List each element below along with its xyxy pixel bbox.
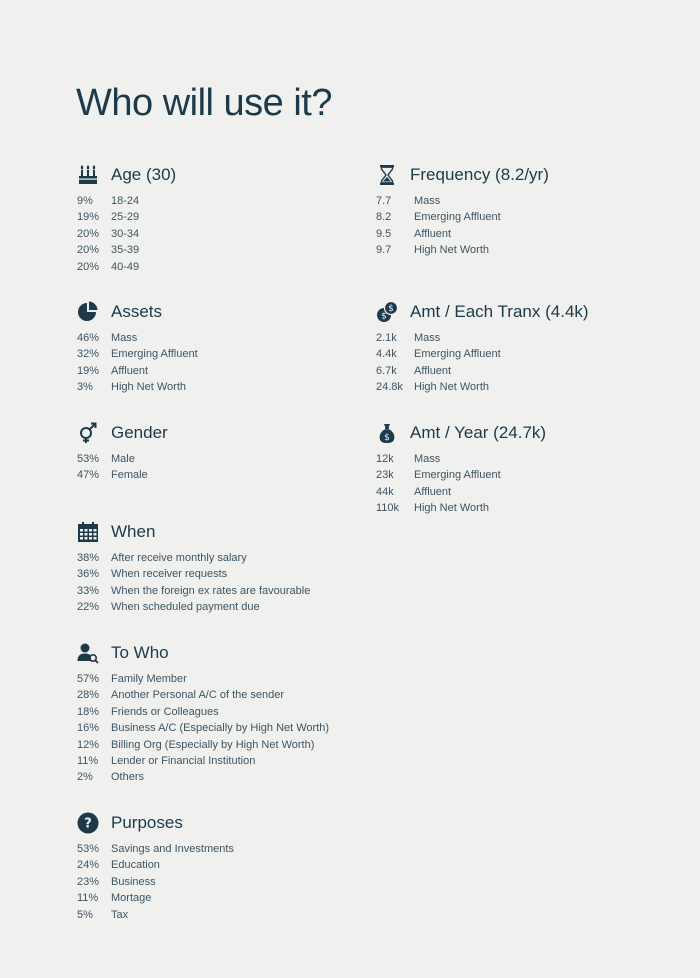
stat-value: 9.7 (376, 244, 392, 257)
stat-label: 40-49 (111, 260, 140, 273)
section-title: When (111, 522, 156, 541)
stat-label: Billing Org (Especially by High Net Worth) (111, 738, 315, 751)
stat-row (376, 209, 549, 225)
stat-row (77, 209, 176, 225)
stat-row (376, 242, 549, 258)
stat-label: High Net Worth (111, 381, 186, 394)
stat-value: 44k (376, 485, 394, 498)
stat-row (77, 583, 310, 599)
stat-label: Others (111, 771, 145, 784)
page-title: Who will use it? (76, 82, 332, 124)
stat-value: 20% (77, 260, 100, 273)
stat-label: Another Personal A/C of the sender (111, 689, 285, 702)
section-when (77, 518, 310, 616)
stat-label: Tax (111, 908, 129, 921)
stat-label: Emerging Affluent (414, 211, 501, 224)
stat-list (376, 193, 549, 259)
svg-text:?: ? (84, 816, 92, 832)
stat-list (77, 550, 310, 616)
stat-value: 24.8k (376, 381, 403, 394)
section-title: Frequency (8.2/yr) (410, 165, 549, 184)
stat-label: Savings and Investments (111, 843, 234, 855)
stat-row (77, 566, 310, 582)
stat-row (77, 330, 198, 346)
stat-label: When the foreign ex rates are favourable (111, 584, 311, 597)
stat-value: 2% (77, 771, 93, 784)
svg-text:$: $ (381, 311, 387, 322)
cake-icon (77, 164, 99, 186)
gender-icon (77, 422, 99, 444)
stat-label: Mass (414, 453, 441, 465)
section-title: Amt / Year (24.7k) (410, 423, 547, 442)
hourglass-icon (376, 164, 398, 186)
stat-label: Affluent (414, 485, 452, 498)
coins-icon (376, 301, 398, 323)
stat-label: Affluent (111, 364, 149, 377)
stat-list (77, 671, 329, 786)
stat-value: 47% (77, 469, 100, 482)
stat-list (77, 841, 234, 923)
stat-row (77, 857, 234, 873)
section-amt-each-tranx (376, 298, 589, 396)
stat-row (376, 379, 589, 395)
stat-row (77, 737, 329, 753)
section-title: To Who (111, 643, 169, 662)
stat-value: 19% (77, 364, 100, 377)
stat-row (77, 753, 329, 769)
stat-value: 11% (77, 755, 99, 768)
stat-row (376, 500, 546, 516)
stat-row (77, 599, 310, 615)
stat-row (77, 671, 329, 687)
stat-value: 32% (77, 348, 100, 361)
stat-label: Mass (414, 332, 441, 344)
section-frequency (376, 161, 549, 259)
section-title: Gender (111, 423, 168, 442)
stat-label: Mass (111, 332, 138, 344)
stat-value: 5% (77, 908, 93, 921)
section-title: Purposes (111, 813, 183, 832)
stat-row (77, 874, 234, 890)
stat-value: 53% (77, 843, 100, 855)
stat-row (77, 346, 198, 362)
user-search-icon (77, 642, 99, 664)
stat-value: 9.5 (376, 227, 392, 240)
stat-value: 24% (77, 859, 100, 872)
section-title: Amt / Each Tranx (4.4k) (410, 302, 589, 321)
calendar-icon (77, 521, 99, 543)
stat-label: Female (111, 469, 148, 482)
stat-value: 110k (376, 502, 400, 515)
stat-value: 8.2 (376, 211, 392, 224)
money-bag-icon (376, 422, 398, 444)
stat-value: 38% (77, 552, 100, 564)
stat-value: 6.7k (376, 364, 397, 377)
stat-value: 3% (77, 381, 93, 394)
stat-row (77, 704, 329, 720)
stat-value: 19% (77, 211, 100, 224)
stat-label: Male (111, 453, 135, 465)
stat-value: 18% (77, 705, 100, 718)
stat-row (77, 242, 176, 258)
stat-list (77, 330, 198, 396)
stat-value: 12% (77, 738, 100, 751)
stat-label: 35-39 (111, 244, 140, 257)
stat-row (77, 363, 198, 379)
stat-label: Affluent (414, 227, 452, 240)
stat-row (77, 451, 168, 467)
stat-row (376, 226, 549, 242)
stat-label: Affluent (414, 364, 452, 377)
stat-row (376, 346, 589, 362)
stat-row (77, 769, 329, 785)
stat-label: High Net Worth (414, 244, 489, 257)
stat-row (77, 841, 234, 857)
stat-row (77, 467, 168, 483)
section-amt-year (376, 419, 546, 517)
stat-value: 57% (77, 673, 100, 685)
stat-label: Mass (414, 195, 441, 207)
stat-row (77, 550, 310, 566)
stat-row (77, 687, 329, 703)
stat-label: High Net Worth (414, 502, 489, 515)
question-icon (77, 812, 99, 834)
stat-label: High Net Worth (414, 381, 489, 394)
stat-value: 36% (77, 568, 100, 581)
svg-text:$: $ (384, 433, 390, 443)
stat-label: Family Member (111, 673, 187, 685)
stat-value: 23% (77, 875, 100, 888)
stat-label: 18-24 (111, 195, 140, 207)
stat-value: 2.1k (376, 332, 397, 344)
stat-label: Business A/C (Especially by High Net Worth) (111, 722, 330, 735)
stat-value: 20% (77, 227, 100, 240)
section-title: Age (30) (111, 165, 177, 184)
stat-label: Business (111, 875, 156, 888)
stat-value: 9% (77, 195, 93, 207)
stat-value: 46% (77, 332, 100, 344)
stat-row (376, 451, 546, 467)
stat-row (376, 484, 546, 500)
stat-label: Education (111, 859, 160, 872)
stat-list (77, 451, 168, 484)
stat-label: 30-34 (111, 227, 140, 240)
stat-label: Emerging Affluent (111, 348, 198, 361)
stat-value: 53% (77, 453, 100, 465)
stat-label: Mortage (111, 892, 152, 905)
section-purposes (77, 809, 234, 923)
stat-label: Friends or Colleagues (111, 705, 219, 718)
stat-label: When scheduled payment due (111, 601, 260, 614)
stat-list (376, 451, 546, 517)
stat-label: 25-29 (111, 211, 140, 224)
section-to-who (77, 639, 329, 786)
section-assets (77, 298, 198, 396)
section-age (77, 161, 176, 275)
stat-value: 11% (77, 892, 99, 905)
stat-label: Emerging Affluent (414, 469, 501, 482)
stat-row (77, 379, 198, 395)
stat-list (376, 330, 589, 396)
pie-chart-icon (77, 301, 99, 323)
stat-value: 7.7 (376, 195, 392, 207)
stat-row (77, 907, 234, 923)
stat-value: 28% (77, 689, 100, 702)
stat-value: 12k (376, 453, 394, 465)
stat-value: 16% (77, 722, 100, 735)
stat-row (376, 467, 546, 483)
stat-row (77, 720, 329, 736)
svg-text:$: $ (388, 304, 394, 315)
stat-label: When receiver requests (111, 568, 228, 581)
stat-label: Emerging Affluent (414, 348, 501, 361)
stat-value: 20% (77, 244, 100, 257)
section-title: Assets (111, 302, 163, 321)
stat-value: 22% (77, 601, 100, 614)
stat-list (77, 193, 176, 275)
stat-value: 23k (376, 469, 394, 482)
stat-row (77, 259, 176, 275)
stat-label: Lender or Financial Institution (111, 755, 256, 768)
stat-row (77, 226, 176, 242)
stat-row (376, 193, 549, 209)
stat-row (376, 330, 589, 346)
stat-label: After receive monthly salary (111, 552, 247, 564)
stat-row (376, 363, 589, 379)
section-gender (77, 419, 168, 484)
stat-row (77, 193, 176, 209)
stat-value: 4.4k (376, 348, 397, 361)
stat-value: 33% (77, 584, 100, 597)
stat-row (77, 890, 234, 906)
